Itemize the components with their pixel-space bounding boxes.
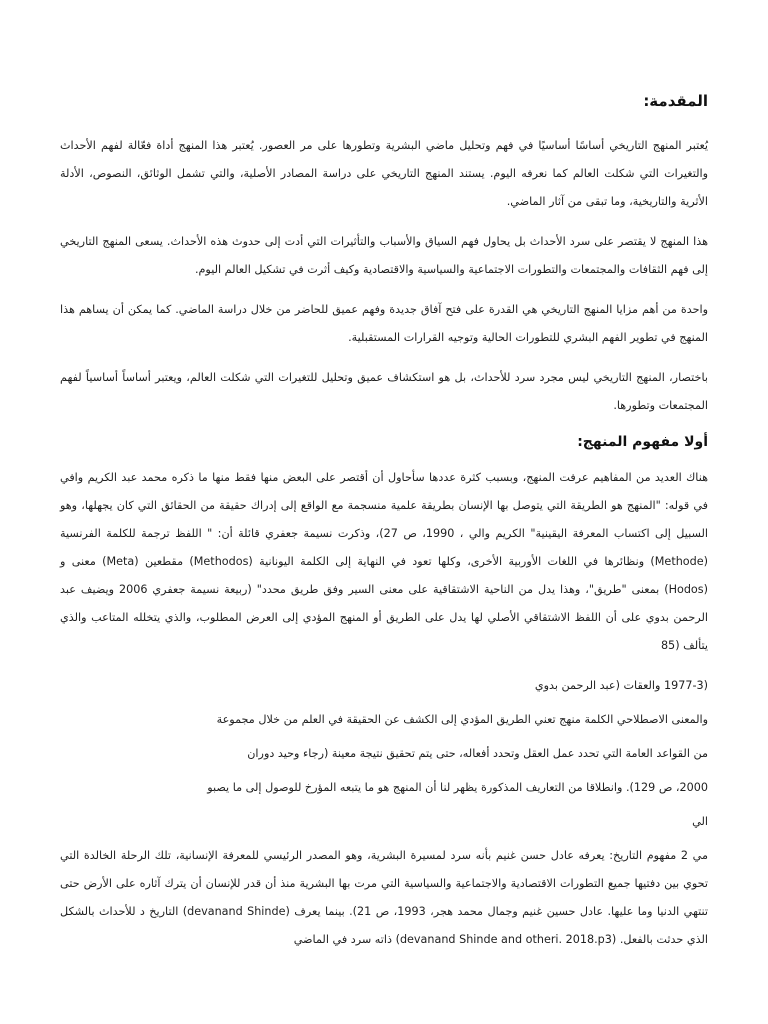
intro-paragraph-4: باختصار، المنهج التاريخي ليس مجرد سرد للأحداث، بل هو استكشاف عميق وتحليل للتغيرات التي شكلت العالم، ويعتبر أساساً أساسياً لفهم المجتمعات وتطورها.	[60, 371, 708, 412]
history-concept-paragraph: مي 2 مفهوم التاريخ: يعرفه عادل حسن غنيم بأنه سرد لمسيرة البشرية، وهو المصدر الرئيسي للمعرفة الإنسانية، تلك الرحلة الخالدة التي تحوي بين دفتيها جميع التطورات الاقتصادية والاجتماعية والسياسية التي مرت بها البشرية منذ أن قدر للإنسان أن يترك آثاره على الأرض حتى تنتهي الدنيا وما عليها. عادل حسين غنيم وجمال محمد هجر، 1993، ص 21). بينما يعرف (devanand Shinde) التاريخ د للأحداث بالشكل الذي حدثت بالفعل. (devanand Shinde and otheri. 2018.p3) ذاته سرد في الماضي	[60, 849, 708, 946]
method-definition-paragraph: هناك العديد من المفاهيم عرفت المنهج، وبسبب كثرة عددها سأحاول أن أقتصر على البعض منها فقط منها ما ذكره محمد عبد الكريم وافي في قوله: "المنهج هو الطريقة التي يتوصل بها الإنسان بطريقة علمية منسجمة مع الواقع إلى إدراك حقيقة من الحقائق التي كان يجهلها، وهو السبيل إلى اكتساب المعرفة اليقينية" الكريم والي ، 1990، ص 27)، وذكرت نسيمة جعفري قائلة أن: " اللفظ ترجمة للكلمة الفرنسية (Methode) ونظائرها في اللغات الأوربية الأخرى، وكلها تعود في النهاية إلى الكلمة اليونانية (Methodos) مقطعين (Meta) معنى و (Hodos) بمعنى "طريق"، وهذا يدل من الناحية الاشتقاقية على معنى السير وفق طريق محدد" (ربيعة نسيمة جعفري 2006 ويضيف عبد الرحمن بدوي على أن اللفظ الاشتقاقي الأصلي لها يدل على الطريق أو المنهج المؤدي إلى العرض المطلوب، والذي يتخلله المتاعب والذي يتألف (85	[60, 471, 709, 652]
intro-paragraph-1: يُعتبر المنهج التاريخي أساسًا أساسيًا في فهم وتحليل ماضي البشرية وتطورها على مر العصور. يُعتبر هذا المنهج أداة فعّالة لفهم الأحداث والتغيرات التي شكلت العالم كما نعرفه اليوم. يستند المنهج التاريخي على دراسة المصادر الأصلية، والتي تشمل الوثائق، النصوص، الأدلة الأثرية والتاريخية، وما تبقى من آثار الماضي.	[60, 139, 708, 208]
term-definition-line-2: من القواعد العامة التي تحدد عمل العقل وتحدد أفعاله، حتى يتم تحقيق نتيجة معينة (رجاء وحيد دوران	[247, 747, 708, 760]
citation-line: (1977-3 والعقات (عبد الرحمن بدوي	[534, 679, 708, 692]
method-concept-heading: أولا مفهوم المنهج:	[577, 434, 708, 450]
intro-paragraph-2: هذا المنهج لا يقتصر على سرد الأحداث بل يحاول فهم السياق والأسباب والتأثيرات التي أدت إلى حدوث هذه الأحداث. يسعى المنهج التاريخي إلى فهم الثقافات والمجتمعات والتطورات الاجتماعية والسياسية والاقتصادية وكيف أثرت في تشكيل العالم اليوم.	[60, 235, 708, 276]
term-definition-line-1: والمعنى الاصطلاحي الكلمة منهج تعني الطريق المؤدي إلى الكشف عن الحقيقة في العلم من خلال مجموعة	[216, 713, 708, 726]
term-definition-line-3: 2000، ص 129). وانطلاقا من التعاريف المذكورة يظهر لنا أن المنهج هو ما يتبعه المؤرخ للوصول إلى ما يصبو	[207, 781, 708, 794]
term-definition-line-4: الي	[692, 815, 708, 828]
intro-heading: المقدمة:	[643, 92, 708, 110]
intro-paragraph-3: واحدة من أهم مزايا المنهج التاريخي هي القدرة على فتح آفاق جديدة وفهم عميق للحاضر من خلال دراسة الماضي. كما يمكن أن يساهم هذا المنهج في تطوير الفهم البشري للتطورات الحالية وتوجيه القرارات المستقبلية.	[60, 303, 708, 344]
